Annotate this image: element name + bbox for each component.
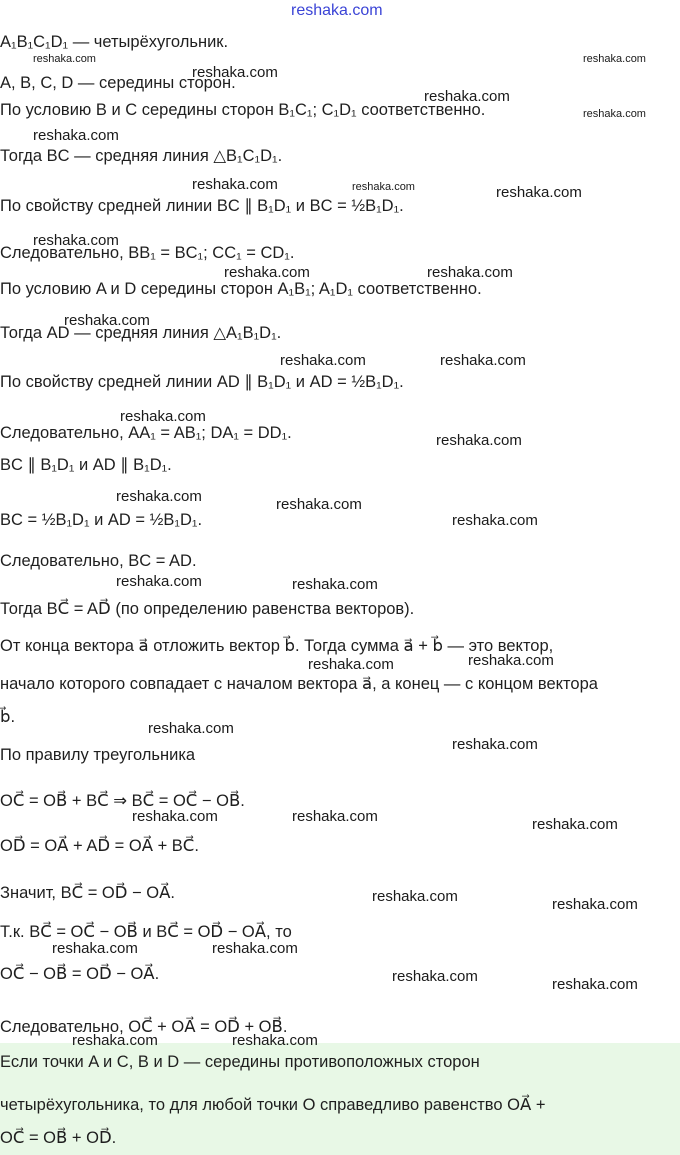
watermark-text: reshaka.com (308, 656, 394, 673)
watermark-text: reshaka.com (33, 232, 119, 249)
watermark-text: reshaka.com (436, 432, 522, 449)
watermark-text: reshaka.com (452, 512, 538, 529)
watermark-text: reshaka.com (372, 888, 458, 905)
watermark-text: reshaka.com (280, 352, 366, 369)
solution-line: A₁B₁C₁D₁ — четырёхугольник. (0, 33, 229, 51)
solution-line: BC = ½B₁D₁ и AD = ½B₁D₁. (0, 511, 203, 529)
solution-line: OC⃗ − OB⃗ = OD⃗ − OA⃗. (0, 965, 160, 983)
solution-line: начало которого совпадает с началом вектора a⃗, а конец — с концом вектора (0, 675, 598, 693)
solution-line: OC⃗ = OB⃗ + OD⃗. (0, 1129, 117, 1147)
solution-line: По условию B и C середины сторон B₁C₁; C₁D₁ соответственно. (0, 101, 486, 119)
watermark-text: reshaka.com (33, 127, 119, 144)
site-header-link[interactable]: reshaka.com (291, 2, 383, 19)
solution-line: Следовательно, OC⃗ + OA⃗ = OD⃗ + OB⃗. (0, 1018, 288, 1036)
solution-line: Следовательно, BB₁ = BC₁; CC₁ = CD₁. (0, 244, 295, 262)
watermark-text: reshaka.com (132, 808, 218, 825)
watermark-text: reshaka.com (424, 88, 510, 105)
watermark-text: reshaka.com (292, 576, 378, 593)
solution-line: b⃗. (0, 708, 16, 726)
watermark-text: reshaka.com (583, 53, 646, 65)
solution-line: Тогда BC — средняя линия △B₁C₁D₁. (0, 147, 283, 165)
watermark-text: reshaka.com (192, 176, 278, 193)
watermark-text: reshaka.com (52, 940, 138, 957)
watermark-text: reshaka.com (440, 352, 526, 369)
solution-line: По свойству средней линии AD ∥ B₁D₁ и AD = ½B₁D₁. (0, 373, 404, 391)
solution-line: BC ∥ B₁D₁ и AD ∥ B₁D₁. (0, 456, 172, 474)
watermark-text: reshaka.com (120, 408, 206, 425)
watermark-text: reshaka.com (148, 720, 234, 737)
solution-line: От конца вектора a⃗ отложить вектор b⃗. Тогда сумма a⃗ + b⃗ — это вектор, (0, 637, 554, 655)
watermark-text: reshaka.com (116, 573, 202, 590)
solution-line: По правилу треугольника (0, 746, 196, 764)
watermark-text: reshaka.com (64, 312, 150, 329)
watermark-text: reshaka.com (452, 736, 538, 753)
watermark-text: reshaka.com (496, 184, 582, 201)
solution-line: Тогда BC⃗ = AD⃗ (по определению равенства векторов). (0, 600, 415, 618)
solution-line: Следовательно, BC = AD. (0, 552, 197, 570)
solution-line: Тогда AD — средняя линия △A₁B₁D₁. (0, 324, 282, 342)
watermark-text: reshaka.com (72, 1032, 158, 1049)
watermark-text: reshaka.com (212, 940, 298, 957)
watermark-text: reshaka.com (224, 264, 310, 281)
solution-line: OD⃗ = OA⃗ + AD⃗ = OA⃗ + BC⃗. (0, 837, 199, 855)
watermark-text: reshaka.com (33, 53, 96, 65)
solution-line: По условию A и D середины сторон A₁B₁; A₁D₁ соответственно. (0, 280, 482, 298)
solution-line: OC⃗ = OB⃗ + BC⃗ ⇒ BC⃗ = OC⃗ − OB⃗. (0, 792, 245, 810)
watermark-text: reshaka.com (392, 968, 478, 985)
solution-line: Если точки A и C, B и D — середины противоположных сторон (0, 1053, 480, 1071)
watermark-text: reshaka.com (427, 264, 513, 281)
watermark-text: reshaka.com (192, 64, 278, 81)
watermark-text: reshaka.com (116, 488, 202, 505)
watermark-text: reshaka.com (552, 976, 638, 993)
watermark-text: reshaka.com (583, 108, 646, 120)
solution-line: По свойству средней линии BC ∥ B₁D₁ и BC = ½B₁D₁. (0, 197, 404, 215)
solution-line: Т.к. BC⃗ = OC⃗ − OB⃗ и BC⃗ = OD⃗ − OA⃗, то (0, 923, 292, 941)
watermark-text: reshaka.com (352, 181, 415, 193)
watermark-text: reshaka.com (232, 1032, 318, 1049)
watermark-text: reshaka.com (532, 816, 618, 833)
watermark-text: reshaka.com (468, 652, 554, 669)
solution-line: A, B, C, D — середины сторон. (0, 74, 236, 92)
solution-line: Следовательно, AA₁ = AB₁; DA₁ = DD₁. (0, 424, 292, 442)
watermark-text: reshaka.com (276, 496, 362, 513)
solution-line: Значит, BC⃗ = OD⃗ − OA⃗. (0, 884, 175, 902)
watermark-text: reshaka.com (552, 896, 638, 913)
solution-line: четырёхугольника, то для любой точки O справедливо равенство OA⃗ + (0, 1096, 546, 1114)
watermark-text: reshaka.com (292, 808, 378, 825)
